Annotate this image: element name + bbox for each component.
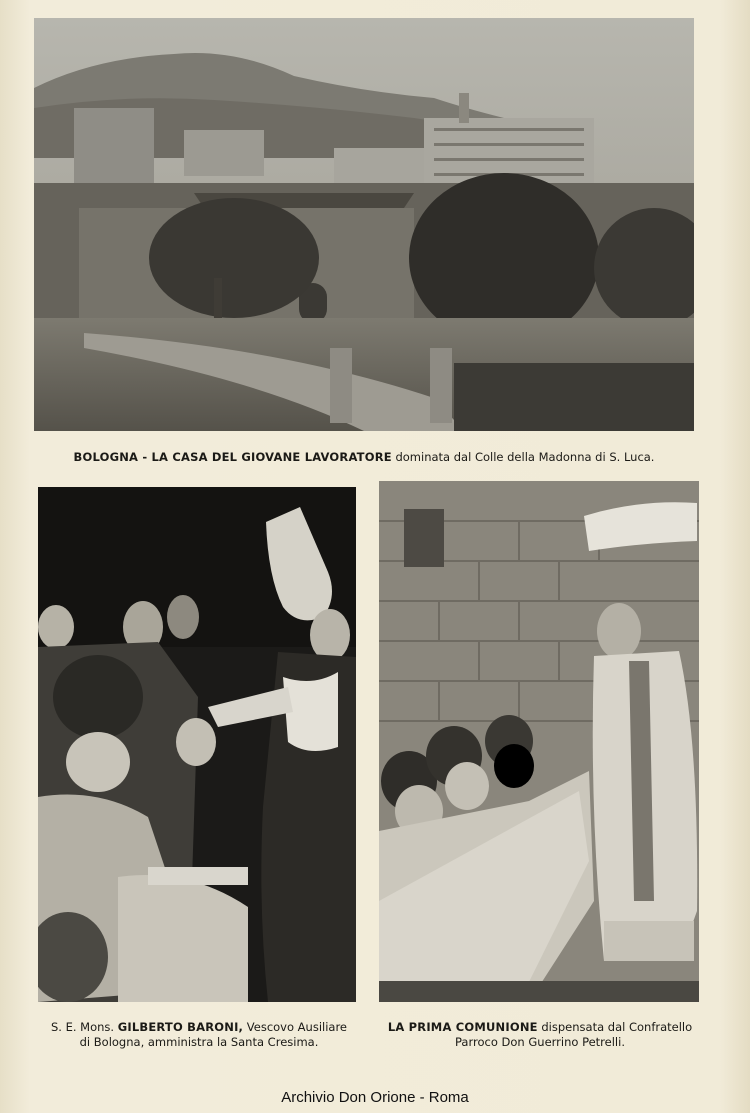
caption-right-photo xyxy=(372,1020,708,1050)
caption-left-bold: GILBERTO BARONI, xyxy=(117,1020,244,1034)
caption-left-line2: di Bologna, amministra la Santa Cresima. xyxy=(79,1035,319,1049)
archive-footer: Archivio Don Orione - Roma xyxy=(281,1089,469,1106)
caption-top-bold: BOLOGNA - LA CASA DEL GIOVANE LAVORATORE xyxy=(73,450,392,464)
photo-casa-giovane-lavoratore xyxy=(34,18,694,431)
caption-left-line1 xyxy=(30,1020,368,1035)
photo-santa-cresima xyxy=(38,487,356,1002)
caption-right-line1 xyxy=(372,1020,708,1035)
caption-right-bold: LA PRIMA COMUNIONE xyxy=(387,1020,538,1034)
caption-right-rest: dispensata dal Confratello xyxy=(541,1020,693,1034)
confirmation-scene-illustration xyxy=(38,487,356,1002)
caption-left-rest: Vescovo Ausiliare xyxy=(246,1020,348,1034)
landscape-illustration xyxy=(34,18,694,431)
caption-left-prefix: S. E. Mons. xyxy=(50,1020,115,1034)
caption-top-photo xyxy=(34,450,694,465)
caption-top-rest: dominata dal Colle della Madonna di S. Luca. xyxy=(395,450,655,464)
caption-left-photo xyxy=(30,1020,368,1050)
caption-right-line2: Parroco Don Guerrino Petrelli. xyxy=(455,1035,625,1049)
communion-scene-illustration xyxy=(379,481,699,1002)
photo-prima-comunione xyxy=(379,481,699,1002)
